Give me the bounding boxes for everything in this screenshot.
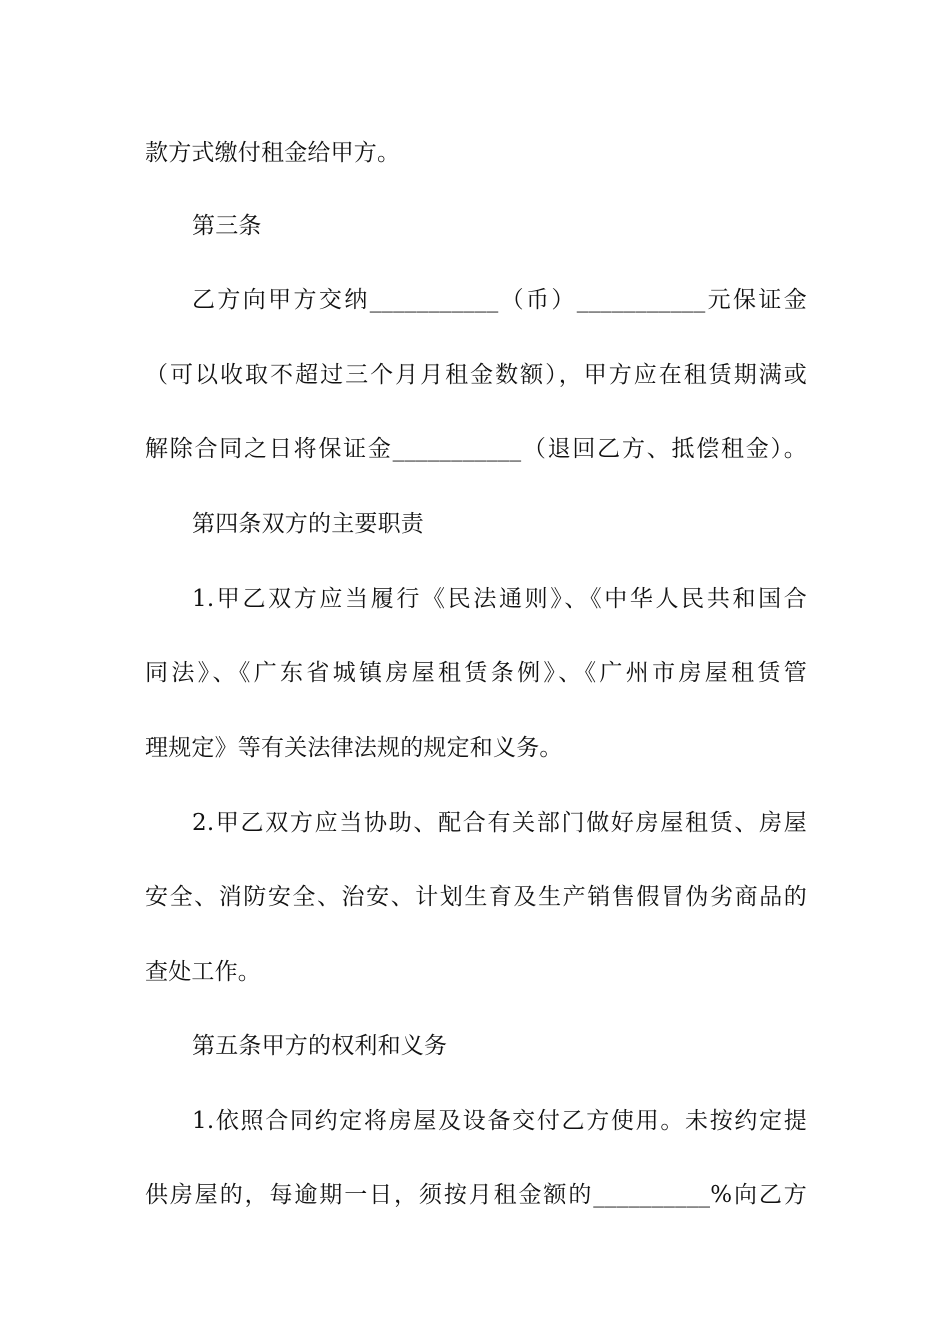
paragraph-line: 理规定》等有关法律法规的规定和义务。 bbox=[145, 735, 563, 761]
paragraph-line: 同法》、《广东省城镇房屋租赁条例》、《广州市房屋租赁管 bbox=[145, 660, 807, 686]
paragraph-line: （可以收取不超过三个月月租金数额），甲方应在租赁期满或 bbox=[145, 362, 807, 388]
paragraph-line: 安全、消防安全、治安、计划生育及生产销售假冒伪劣商品的 bbox=[145, 884, 807, 910]
paragraph-line: 乙方向甲方交纳___________（币）___________元保证金 bbox=[192, 287, 807, 313]
article-heading: 第五条甲方的权利和义务 bbox=[192, 1033, 448, 1059]
paragraph-line: 2.甲乙双方应当协助、配合有关部门做好房屋租赁、房屋 bbox=[192, 810, 807, 836]
paragraph-line: 款方式缴付租金给甲方。 bbox=[145, 140, 401, 166]
paragraph-line: 1.甲乙双方应当履行《民法通则》、《中华人民共和国合 bbox=[192, 586, 807, 612]
article-heading: 第四条双方的主要职责 bbox=[192, 511, 424, 537]
paragraph-line: 供房屋的，每逾期一日，须按月租金额的__________%向乙方 bbox=[145, 1182, 807, 1208]
paragraph-line: 查处工作。 bbox=[145, 959, 261, 985]
paragraph-line: 1.依照合同约定将房屋及设备交付乙方使用。未按约定提 bbox=[192, 1108, 807, 1134]
article-heading: 第三条 bbox=[192, 213, 262, 239]
paragraph-line: 解除合同之日将保证金___________（退回乙方、抵偿租金）。 bbox=[145, 436, 807, 462]
